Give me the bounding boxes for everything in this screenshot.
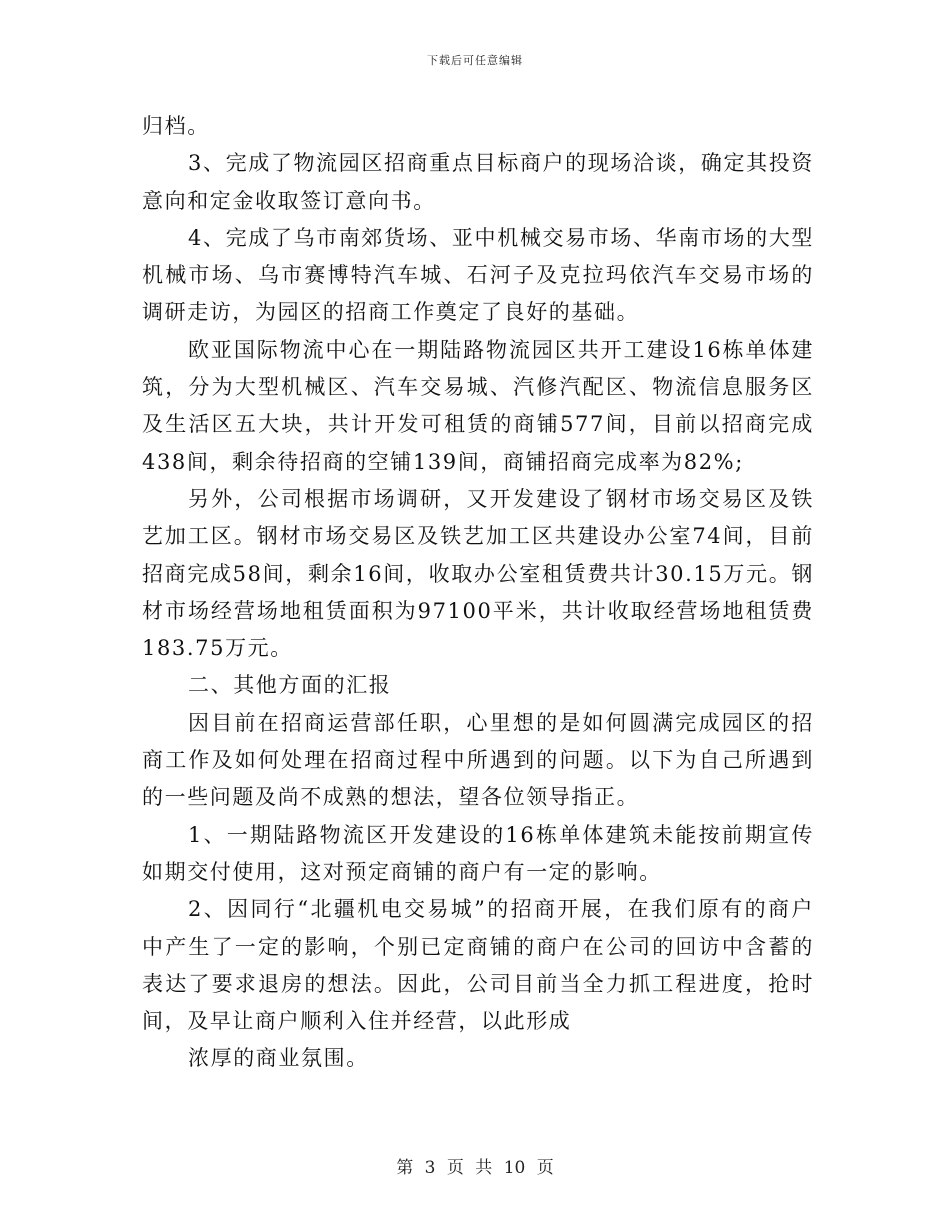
paragraph-issue-1: 1、一期陆路物流区开发建设的16栋单体建筑未能按前期宣传如期交付使用，这对预定商铺的商户有一定的影响。 (142, 822, 814, 884)
page-number-footer: 第 3 页 共 10 页 (396, 1158, 554, 1178)
document-body (142, 108, 814, 1078)
paragraph-logistics-center: 欧亚国际物流中心在一期陆路物流园区共开工建设16栋单体建筑，分为大型机械区、汽车交易城、汽修汽配区、物流信息服务区及生活区五大块，共计开发可租赁的商铺577间，目前以招商完成438间，剩余待招商的空铺139间，商铺招商完成率为82%; (142, 337, 814, 474)
paragraph-item-4: 4、完成了乌市南郊货场、亚中机械交易市场、华南市场的大型机械市场、乌市赛博特汽车城、石河子及克拉玛依汽车交易市场的调研走访，为园区的招商工作奠定了良好的基础。 (142, 225, 814, 325)
paragraph-item-3: 3、完成了物流园区招商重点目标商户的现场洽谈，确定其投资意向和定金收取签订意向书。 (142, 151, 814, 213)
paragraph-steel-market: 另外，公司根据市场调研，又开发建设了钢材市场交易区及铁艺加工区。钢材市场交易区及铁艺加工区共建设办公室74间，目前招商完成58间，剩余16间，收取办公室租赁费共计30.15万元。钢材市场经营场地租赁面积为97100平米，共计收取经营场地租赁费183.75万元。 (142, 486, 814, 661)
section-heading-other-reports: 二、其他方面的汇报 (188, 673, 392, 698)
paragraph-introduction: 因目前在招商运营部任职，心里想的是如何圆满完成园区的招商工作及如何处理在招商过程中所遇到的问题。以下为自己所遇到的一些问题及尚不成熟的想法，望各位领导指正。 (142, 710, 814, 810)
paragraph-issue-2: 2、因同行“北疆机电交易城”的招商开展，在我们原有的商户中产生了一定的影响，个别已定商铺的商户在公司的回访中含蓄的表达了要求退房的想法。因此，公司目前当全力抓工程进度，抢时间，及早让商户顺利入住并经营，以此形成 (142, 897, 814, 1034)
paragraph-closing: 浓厚的商业氛围。 (188, 1046, 369, 1071)
page-header-note: 下载后可任意编辑 (427, 54, 523, 67)
paragraph-continuation: 归档。 (142, 114, 210, 138)
